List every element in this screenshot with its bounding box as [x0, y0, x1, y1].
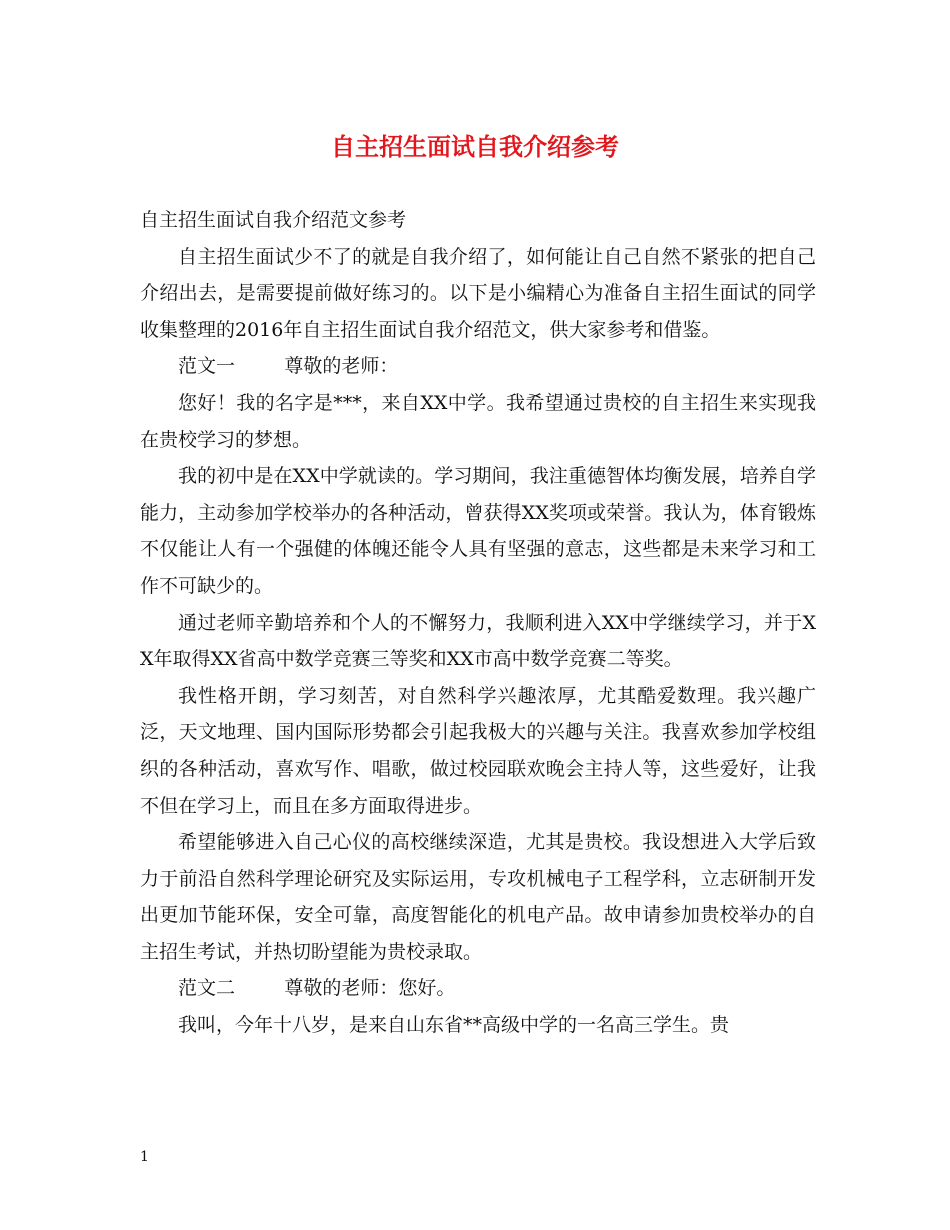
- document-body: [140, 202, 816, 1044]
- sample-two-greeting: 尊敬的老师：您好。: [284, 977, 456, 1000]
- page-number: 1: [140, 1149, 149, 1165]
- sample-one-paragraph: 通过老师辛勤培养和个人的不懈努力，我顺利进入XX中学继续学习，并于XX年取得XX省高中数学竞赛三等奖和XX市高中数学竞赛二等奖。: [140, 611, 816, 671]
- sample-one-heading: [140, 348, 816, 385]
- sample-one-greeting: 尊敬的老师：: [284, 355, 399, 378]
- document-subtitle: 自主招生面试自我介绍范文参考: [140, 209, 407, 231]
- sample-two-label: 范文二: [178, 977, 236, 1000]
- sample-one-label: 范文一: [178, 355, 236, 378]
- intro-paragraph: 自主招生面试少不了的就是自我介绍了，如何能让自己自然不紧张的把自己介绍出去，是需要提前做好练习的。以下是小编精心为准备自主招生面试的同学收集整理的2016年自主招生面试自我介绍范文，供大家参考和借鉴。: [140, 245, 816, 341]
- sample-one-paragraph: 您好！我的名字是***，来自XX中学。我希望通过贵校的自主招生来实现我在贵校学习的梦想。: [140, 391, 816, 451]
- sample-two-paragraph: 我叫，今年十八岁，是来自山东省**高级中学的一名高三学生。贵: [178, 1014, 730, 1037]
- sample-two-heading: [140, 970, 816, 1007]
- sample-one-paragraph: 希望能够进入自己心仪的高校继续深造，尤其是贵校。我设想进入大学后致力于前沿自然科学理论研究及实际运用，专攻机械电子工程学科，立志研制开发出更加节能环保，安全可靠，高度智能化的机电产品。故申请参加贵校举办的自主招生考试，并热切盼望能为贵校录取。: [140, 831, 816, 963]
- sample-one-paragraph: 我性格开朗，学习刻苦，对自然科学兴趣浓厚，尤其酷爱数理。我兴趣广泛，天文地理、国内国际形势都会引起我极大的兴趣与关注。我喜欢参加学校组织的各种活动，喜欢写作、唱歌，做过校园联欢晚会主持人等，这些爱好，让我不但在学习上，而且在多方面取得进步。: [140, 684, 816, 817]
- document-title: 自主招生面试自我介绍参考: [331, 132, 619, 161]
- sample-one-paragraph: 我的初中是在XX中学就读的。学习期间，我注重德智体均衡发展，培养自学能力，主动参加学校举办的各种活动，曾获得XX奖项或荣誉。我认为，体育锻炼不仅能让人有一个强健的体魄还能令人具有坚强的意志，这些都是未来学习和工作不可缺少的。: [140, 465, 816, 597]
